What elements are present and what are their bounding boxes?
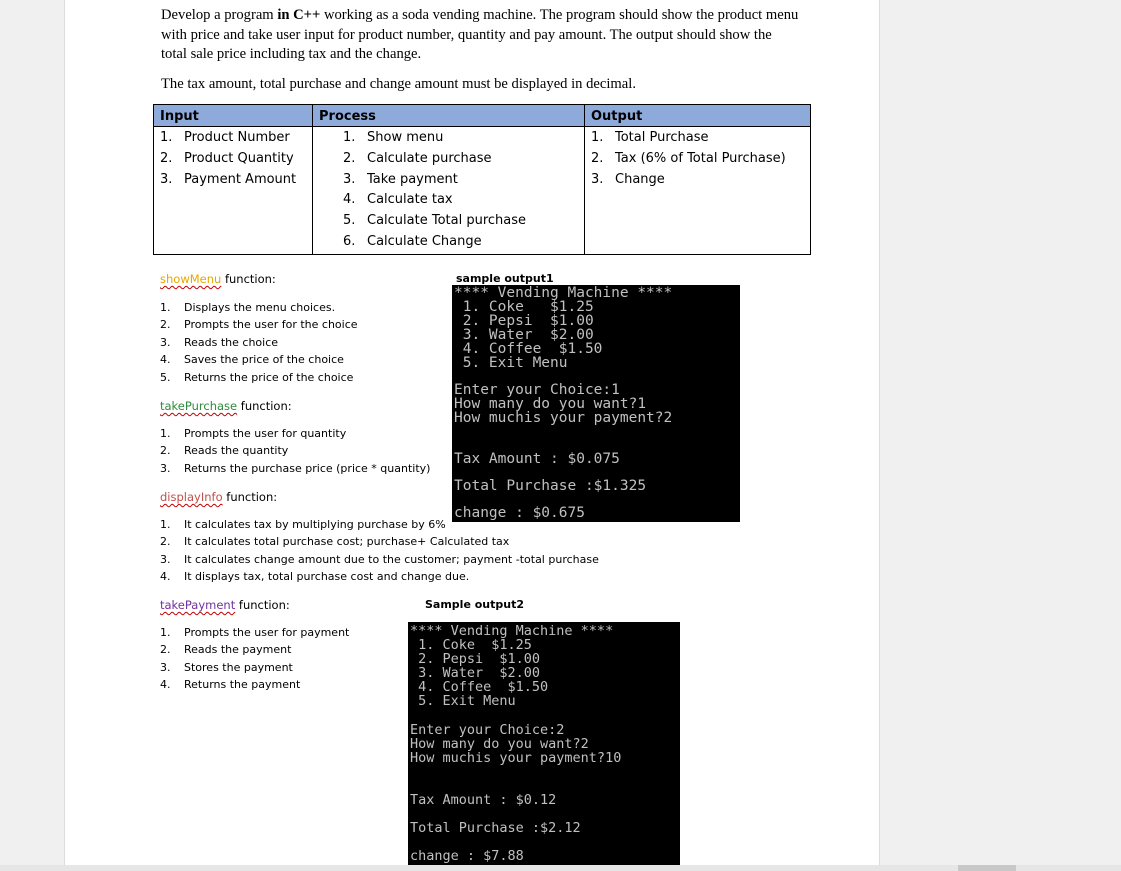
console-line: 3. Water $2.00: [454, 327, 594, 343]
input-item: 2. Product Quantity: [160, 150, 294, 166]
process-item: 2. Calculate purchase: [343, 150, 492, 166]
output-item: 1. Total Purchase: [591, 130, 709, 145]
intro-decimal-note: The tax amount, total purchase and change amount must be displayed in decimal.: [161, 75, 636, 92]
step-item: 3. Reads the choice: [160, 336, 279, 349]
console-line: 5. Exit Menu: [454, 355, 568, 371]
showmenu-name: showMenu: [160, 272, 222, 286]
intro-text-bold: in C++: [277, 7, 321, 23]
step-item: 2. Prompts the user for the choice: [160, 318, 358, 331]
takepurchase-heading: takePurchase function:: [160, 399, 292, 413]
showmenu-section: [160, 272, 460, 392]
sample-output1-console: [452, 285, 740, 522]
console-line: Enter your Choice:1: [454, 382, 620, 398]
console-line: How muchis your payment?2: [454, 410, 673, 426]
console-line: 5. Exit Menu: [410, 693, 516, 709]
console-line: **** Vending Machine ****: [410, 623, 614, 639]
intro-paragraph: [161, 6, 801, 65]
console-line: Tax Amount : $0.12: [410, 792, 557, 808]
showmenu-heading: showMenu function:: [160, 272, 276, 286]
process-item: 1. Show menu: [343, 130, 444, 145]
takepayment-heading: takePayment function:: [160, 598, 290, 612]
step-item: 4. Returns the payment: [160, 678, 301, 691]
horizontal-scrollbar[interactable]: [0, 865, 1121, 871]
ipo-table: [153, 104, 811, 255]
console-line: 4. Coffee $1.50: [410, 679, 549, 695]
step-item: 2. Reads the payment: [160, 643, 292, 656]
step-item: 1. Prompts the user for payment: [160, 626, 350, 639]
process-item: 4. Calculate tax: [343, 192, 453, 208]
console-line: change : $7.88: [410, 848, 524, 864]
step-item: 3. Returns the purchase price (price * quantity): [160, 462, 431, 475]
sample-output1-label: sample output1: [456, 272, 554, 285]
sample-output2-console: [408, 622, 680, 865]
console-line: Total Purchase :$1.325: [454, 478, 647, 494]
header-process: Process: [313, 105, 585, 127]
step-item: 1. Prompts the user for quantity: [160, 427, 347, 440]
document-page: [64, 0, 880, 865]
step-item: 5. Returns the price of the choice: [160, 371, 354, 384]
console-line: 2. Pepsi $1.00: [410, 651, 541, 667]
console-line: **** Vending Machine ****: [454, 285, 673, 301]
takepurchase-section: [160, 399, 460, 479]
assignment-intro: [161, 6, 801, 94]
console-line: 1. Coke $1.25: [454, 299, 594, 315]
header-input: Input: [154, 105, 313, 127]
console-line: change : $0.675: [454, 505, 585, 521]
console-line: 4. Coffee $1.50: [454, 341, 603, 357]
console-line: 1. Coke $1.25: [410, 637, 532, 653]
displayinfo-heading: displayInfo function:: [160, 490, 278, 504]
step-item: 3. It calculates change amount due to the customer; payment -total purchase: [160, 553, 599, 566]
takepayment-name: takePayment: [160, 598, 236, 612]
step-item: 1. It calculates tax by multiplying purchase by 6%: [160, 518, 446, 531]
input-cell: [154, 127, 313, 255]
console-line: Total Purchase :$2.12: [410, 820, 581, 836]
process-item: 3. Take payment: [343, 171, 458, 187]
takepayment-section: [160, 598, 410, 698]
step-item: 4. It displays tax, total purchase cost and change due.: [160, 570, 470, 583]
step-item: 3. Stores the payment: [160, 661, 293, 674]
output-item: 2. Tax (6% of Total Purchase): [591, 150, 786, 166]
process-item: 6. Calculate Change: [343, 233, 482, 249]
input-item: 1. Product Number: [160, 130, 290, 145]
sample-output2-label: Sample output2: [425, 598, 525, 611]
console-line: Tax Amount : $0.075: [454, 451, 620, 467]
step-item: 2. It calculates total purchase cost; purchase+ Calculated tax: [160, 535, 510, 548]
step-item: 4. Saves the price of the choice: [160, 353, 344, 366]
process-cell: [313, 127, 585, 255]
intro-text-a: Develop a program: [161, 7, 278, 23]
displayinfo-name: displayInfo: [160, 490, 223, 504]
console-line: 2. Pepsi $1.00: [454, 313, 594, 329]
header-output: Output: [585, 105, 811, 127]
output-item: 3. Change: [591, 171, 665, 187]
step-item: 2. Reads the quantity: [160, 444, 289, 457]
process-item: 5. Calculate Total purchase: [343, 213, 527, 229]
console-line: Enter your Choice:2: [410, 722, 565, 738]
intro-text-b: working as a soda vending machine. The program should show the product menu with price and take user input for product number, quantity and pay amount. The output should show the total sale price including tax and the change.: [161, 7, 799, 62]
console-line: 3. Water $2.00: [410, 665, 541, 681]
input-item: 3. Payment Amount: [160, 171, 297, 187]
console-line: How many do you want?2: [410, 736, 589, 752]
console-line: How muchis your payment?10: [410, 750, 622, 766]
console-line: How many do you want?1: [454, 396, 647, 412]
step-item: 1. Displays the menu choices.: [160, 301, 336, 314]
output-cell: [585, 127, 811, 255]
scrollbar-thumb[interactable]: [958, 865, 1016, 871]
takepurchase-name: takePurchase: [160, 399, 238, 413]
